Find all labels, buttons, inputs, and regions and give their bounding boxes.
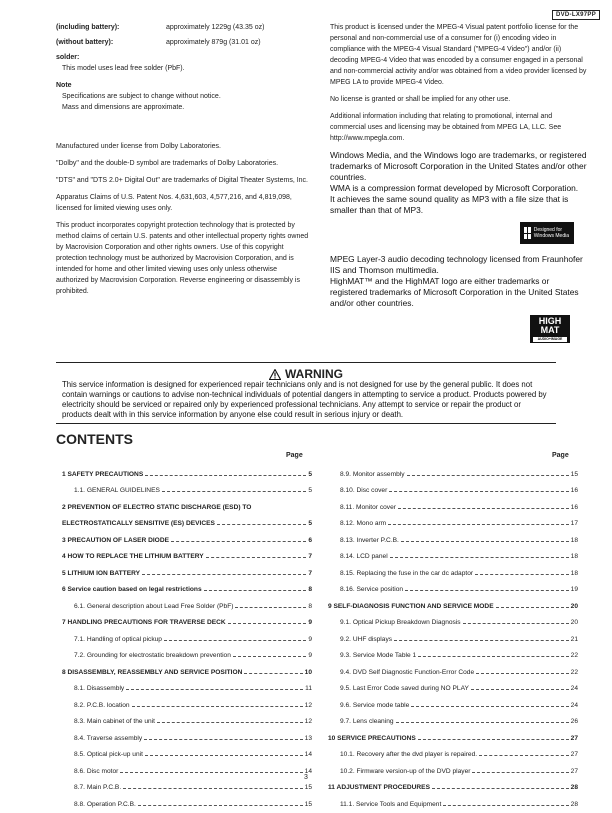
spec-value: approximately 1229g (43.35 oz) bbox=[166, 24, 265, 31]
toc-entry-title: 9.6. Service mode table bbox=[340, 701, 410, 709]
toc-leader bbox=[171, 541, 306, 542]
toc-page-number: 21 bbox=[570, 635, 578, 643]
right-column bbox=[330, 22, 588, 343]
toc-page-number: 20 bbox=[570, 602, 578, 610]
toc-entry[interactable] bbox=[328, 747, 578, 764]
toc-page-number: 7 bbox=[308, 569, 312, 577]
toc-entry[interactable] bbox=[328, 483, 578, 500]
toc-entry[interactable] bbox=[62, 516, 312, 533]
toc-entry[interactable] bbox=[62, 582, 312, 599]
toc-entry-title: 4 HOW TO REPLACE THE LITHIUM BATTERY bbox=[62, 553, 204, 561]
page-column-label: Page bbox=[552, 452, 569, 459]
toc-leader bbox=[390, 557, 569, 558]
wm-paragraph: It achieves the same sound quality as MP3 with a file size that is smaller than that of MP3. bbox=[330, 194, 569, 215]
note-line: Specifications are subject to change without notice. bbox=[62, 93, 221, 100]
toc-entry-title: 8.10. Disc cover bbox=[340, 487, 388, 495]
toc-leader bbox=[432, 788, 569, 789]
toc-leader bbox=[138, 805, 303, 806]
toc-page-number: 14 bbox=[304, 767, 312, 775]
toc-entry-title: 9 SELF-DIAGNOSIS FUNCTION AND SERVICE MODE bbox=[328, 602, 494, 610]
toc-entry[interactable] bbox=[328, 631, 578, 648]
toc-leader bbox=[396, 722, 569, 723]
toc-page-number: 24 bbox=[570, 685, 578, 693]
toc-leader bbox=[496, 607, 569, 608]
warning-bottom-rule bbox=[56, 423, 556, 424]
toc-entry-title: 8 DISASSEMBLY, REASSEMBLY AND SERVICE POSITION bbox=[62, 668, 243, 676]
toc-page-number: 12 bbox=[304, 701, 312, 709]
toc-entry[interactable] bbox=[62, 714, 312, 731]
toc-leader bbox=[235, 607, 306, 608]
note-line: Mass and dimensions are approximate. bbox=[62, 104, 185, 111]
toc-leader bbox=[120, 772, 302, 773]
toc-page-number: 6 bbox=[308, 536, 312, 544]
toc-leader bbox=[164, 640, 306, 641]
toc-leader bbox=[132, 706, 303, 707]
toc-entry-title: 9.4. DVD Self Diagnostic Function-Error Code bbox=[340, 668, 475, 676]
toc-entry[interactable] bbox=[62, 549, 312, 566]
toc-page-number: 16 bbox=[570, 503, 578, 511]
toc-entry[interactable] bbox=[328, 730, 578, 747]
wm-paragraph: Windows Media, and the Windows logo are trademarks, or registered trademarks of Microsoft Corporation in the United States and/or other countries. bbox=[330, 150, 587, 182]
toc-entry-title: 6 Service caution based on legal restrictions bbox=[62, 586, 202, 594]
toc-leader bbox=[204, 590, 307, 591]
toc-page-number: 9 bbox=[308, 652, 312, 660]
toc-entry-title: 8.4. Traverse assembly bbox=[74, 734, 143, 742]
solder-heading: solder: bbox=[56, 54, 80, 61]
toc-page-number: 17 bbox=[570, 520, 578, 528]
toc-entry-title: 9.7. Lens cleaning bbox=[340, 718, 394, 726]
toc-entry-title: 8.16. Service position bbox=[340, 586, 404, 594]
toc-entry-title: 7 HANDLING PRECAUTIONS FOR TRAVERSE DECK bbox=[62, 619, 226, 627]
warning-top-rule bbox=[56, 362, 556, 363]
toc-entry[interactable] bbox=[328, 565, 578, 582]
mpeg4-paragraph: This product is licensed under the MPEG-4 Visual patent portfolio license for the personal and non-commercial use of a consumer for (i) encoding video in compliance with the MPEG-4 Visual Standard ("MPEG-4 Video") and/or (ii) decoding MPEG-4 Video that was encoded by a consumer engaged in a personal and non-commercial activity and/or was obtained from a video provider licensed by MPEG LA to provide MPEG-4 Video. bbox=[330, 24, 587, 86]
toc-entry-title: 8.6. Disc motor bbox=[74, 767, 119, 775]
note-heading: Note bbox=[56, 82, 72, 89]
mp3-notice bbox=[330, 254, 588, 309]
windows-media-notice bbox=[330, 150, 588, 216]
toc-leader bbox=[162, 491, 306, 492]
toc-entry[interactable] bbox=[62, 697, 312, 714]
toc-entry-title: 6.1. General description about Lead Free Solder (PbF) bbox=[74, 602, 234, 610]
warning-text: This service information is designed for experienced repair technicians only and is not designed for use by the general public. It does not contain warnings or cautions to advise non-technical individuals of potential dangers in attempting to service a product. Products powered by electricity should be serviced or repaired only by experienced professional technicians. Any attempt to service or repair the product or products dealt with in this service information by anyone else could result in serious injury or death. bbox=[62, 380, 547, 419]
toc-page-number: 5 bbox=[308, 470, 312, 478]
toc-entry[interactable] bbox=[62, 631, 312, 648]
warning-triangle-icon bbox=[269, 369, 281, 380]
toc-page-number: 12 bbox=[304, 718, 312, 726]
toc-page-number: 27 bbox=[570, 767, 578, 775]
toc-entry[interactable] bbox=[328, 714, 578, 731]
document-code: DVD-LX97PP bbox=[552, 10, 600, 20]
toc-entry[interactable] bbox=[328, 681, 578, 698]
toc-entry[interactable] bbox=[62, 681, 312, 698]
toc-page-number: 22 bbox=[570, 652, 578, 660]
toc-entry[interactable] bbox=[328, 780, 578, 797]
toc-entry[interactable] bbox=[62, 664, 312, 681]
toc-entry[interactable] bbox=[62, 730, 312, 747]
toc-page-number: 18 bbox=[570, 569, 578, 577]
license-paragraph: "Dolby" and the double-D symbol are trademarks of Dolby Laboratories. bbox=[56, 160, 279, 167]
warning-title: WARNING bbox=[285, 367, 343, 381]
toc-page-number: 18 bbox=[570, 553, 578, 561]
toc-page-number: 27 bbox=[570, 734, 578, 742]
toc-leader bbox=[123, 788, 302, 789]
toc-leader bbox=[228, 623, 307, 624]
solder-text: This model uses lead free solder (PbF). bbox=[62, 65, 185, 72]
toc-entry[interactable] bbox=[62, 747, 312, 764]
toc-entry-title: 7.2. Grounding for electrostatic breakdown prevention bbox=[74, 652, 231, 660]
toc-entry-title: 8.1. Disassembly bbox=[74, 685, 125, 693]
highmat-sub: AUDIO+IMAGE bbox=[533, 337, 567, 342]
toc-leader bbox=[142, 574, 306, 575]
toc-left-column bbox=[62, 466, 312, 813]
toc-entry[interactable] bbox=[62, 615, 312, 632]
spec-label: (without battery): bbox=[56, 39, 114, 46]
toc-leader bbox=[443, 805, 568, 806]
toc-entry[interactable] bbox=[328, 664, 578, 681]
toc-entry-title: 1 SAFETY PRECAUTIONS bbox=[62, 470, 144, 478]
toc-leader bbox=[144, 739, 302, 740]
toc-leader bbox=[145, 475, 306, 476]
toc-right-column bbox=[328, 466, 578, 813]
toc-entry[interactable] bbox=[62, 466, 312, 483]
toc-entry-title: 8.3. Main cabinet of the unit bbox=[74, 718, 156, 726]
spec-label: (including battery): bbox=[56, 24, 120, 31]
toc-leader bbox=[394, 640, 569, 641]
toc-page-number: 16 bbox=[570, 487, 578, 495]
toc-entry[interactable] bbox=[328, 796, 578, 813]
toc-entry-title: 8.8. Operation P.C.B. bbox=[74, 800, 136, 808]
toc-entry[interactable] bbox=[62, 499, 312, 516]
toc-entry[interactable] bbox=[62, 532, 312, 549]
mp3-paragraph: MPEG Layer-3 audio decoding technology licensed from Fraunhofer IIS and Thomson multimedia. bbox=[330, 254, 583, 275]
toc-leader bbox=[411, 706, 568, 707]
toc-page-number: 5 bbox=[308, 487, 312, 495]
license-paragraph: "DTS" and "DTS 2.0+ Digital Out" are trademarks of Digital Theater Systems, Inc. bbox=[56, 177, 308, 184]
spec-value: approximately 879g (31.01 oz) bbox=[166, 39, 261, 46]
toc-page-number: 26 bbox=[570, 718, 578, 726]
toc-entry-title: 3 PRECAUTION OF LASER DIODE bbox=[62, 536, 169, 544]
highmat-logo bbox=[530, 315, 570, 343]
warning-heading bbox=[56, 367, 556, 381]
toc-page-number: 20 bbox=[570, 619, 578, 627]
toc-page-number: 28 bbox=[570, 800, 578, 808]
toc-page-number: 13 bbox=[304, 734, 312, 742]
toc-entry[interactable] bbox=[328, 582, 578, 599]
toc-leader bbox=[126, 689, 303, 690]
toc-entry-title: 8.15. Replacing the fuse in the car dc adaptor bbox=[340, 569, 474, 577]
highmat-line2: MAT bbox=[540, 325, 560, 335]
toc-entry-title: 5 LITHIUM ION BATTERY bbox=[62, 569, 141, 577]
toc-entry-title: 10.1. Recovery after the dvd player is repaired. bbox=[340, 751, 478, 759]
toc-entry[interactable] bbox=[328, 615, 578, 632]
toc-entry-title: 9.5. Last Error Code saved during NO PLAY bbox=[340, 685, 469, 693]
toc-leader bbox=[206, 557, 307, 558]
toc-entry[interactable] bbox=[62, 483, 312, 500]
toc-leader bbox=[407, 475, 569, 476]
toc-entry-title: 10.2. Firmware version-up of the DVD player bbox=[340, 767, 471, 775]
toc-entry-title: 8.5. Optical pick-up unit bbox=[74, 751, 143, 759]
toc-entry-title: 10 SERVICE PRECAUTIONS bbox=[328, 734, 416, 742]
toc-entry[interactable] bbox=[62, 565, 312, 582]
left-column bbox=[56, 22, 310, 303]
toc-entry[interactable] bbox=[328, 549, 578, 566]
toc-entry[interactable] bbox=[328, 466, 578, 483]
toc-entry[interactable] bbox=[328, 648, 578, 665]
mpeg4-paragraph: No license is granted or shall be implied for any other use. bbox=[330, 96, 511, 103]
wm-logo-text: Designed for Windows Media bbox=[533, 227, 569, 239]
toc-leader bbox=[476, 673, 569, 674]
toc-entry-title: 8.13. Inverter P.C.B. bbox=[340, 536, 399, 544]
toc-page-number: 24 bbox=[570, 701, 578, 709]
toc-entry-title: 8.9. Monitor assembly bbox=[340, 470, 405, 478]
toc-entry-title: 8.2. P.C.B. location bbox=[74, 701, 130, 709]
contents-title: CONTENTS bbox=[56, 431, 133, 447]
toc-entry-title: 9.2. UHF displays bbox=[340, 635, 393, 643]
license-paragraph: Manufactured under license from Dolby Laboratories. bbox=[56, 143, 221, 150]
toc-page-number: 15 bbox=[304, 800, 312, 808]
mp3-paragraph: HighMAT™ and the HighMAT logo are either trademarks or registered trademarks of Microsoft Corporation in the United States and/or other countries. bbox=[330, 276, 579, 308]
toc-leader bbox=[475, 574, 569, 575]
toc-entry[interactable] bbox=[328, 598, 578, 615]
toc-leader bbox=[471, 689, 569, 690]
toc-leader bbox=[418, 656, 569, 657]
toc-page-number: 10 bbox=[304, 668, 312, 676]
toc-entry-title: 1.1. GENERAL GUIDELINES bbox=[74, 487, 160, 495]
spec-row bbox=[56, 22, 310, 33]
toc-leader bbox=[157, 722, 303, 723]
toc-entry-title: ELECTROSTATICALLY SENSITIVE (ES) DEVICES bbox=[62, 520, 215, 528]
toc-page-number: 14 bbox=[304, 751, 312, 759]
toc-entry[interactable] bbox=[328, 499, 578, 516]
toc-page-number: 28 bbox=[570, 784, 578, 792]
toc-entry[interactable] bbox=[62, 598, 312, 615]
toc-page-number: 9 bbox=[308, 619, 312, 627]
windows-flag-icon bbox=[524, 227, 531, 239]
toc-leader bbox=[145, 755, 303, 756]
mpeg4-paragraph: Additional information including that relating to promotional, internal and commercial uses and licensing may be obtained from MPEG LA, LLC. See http://www.mpegla.com. bbox=[330, 113, 562, 142]
toc-page-number: 15 bbox=[570, 470, 578, 478]
toc-leader bbox=[405, 590, 569, 591]
toc-leader bbox=[472, 772, 568, 773]
toc-page-number: 27 bbox=[570, 751, 578, 759]
toc-page-number: 8 bbox=[308, 602, 312, 610]
license-paragraph: This product incorporates copyright protection technology that is protected by method claims of certain U.S. patents and other intellectual property rights owned by Macrovision Corporation and other rights owners. Use of this copyright protection technology must be authorized by Macrovision Corporation, and is intended for home and other limited viewing uses only unless otherwise authorized by Macrovision Corporation. Reverse engineering or disassembly is prohibited. bbox=[56, 222, 309, 295]
toc-page-number: 11 bbox=[305, 685, 312, 693]
toc-entry[interactable] bbox=[328, 516, 578, 533]
toc-entry-title: 8.7. Main P.C.B. bbox=[74, 784, 122, 792]
toc-entry-title: 2 PREVENTION OF ELECTRO STATIC DISCHARGE (ESD) TO bbox=[62, 503, 252, 511]
page-number: 3 bbox=[304, 774, 308, 781]
toc-page-number: 9 bbox=[308, 635, 312, 643]
toc-leader bbox=[217, 524, 306, 525]
toc-entry-title: 11 ADJUSTMENT PROCEDURES bbox=[328, 784, 430, 792]
toc-entry-title: 8.12. Mono arm bbox=[340, 520, 387, 528]
toc-leader bbox=[389, 491, 568, 492]
toc-page-number: 22 bbox=[570, 668, 578, 676]
toc-leader bbox=[244, 673, 302, 674]
page-column-label: Page bbox=[286, 452, 303, 459]
license-paragraph: Apparatus Claims of U.S. Patent Nos. 4,631,603, 4,577,216, and 4,819,098, licensed for limited viewing uses only. bbox=[56, 194, 292, 212]
toc-leader bbox=[463, 623, 569, 624]
windows-media-logo bbox=[520, 222, 574, 244]
toc-leader bbox=[388, 524, 568, 525]
toc-entry-title: 9.3. Service Mode Table 1 bbox=[340, 652, 417, 660]
wm-paragraph: WMA is a compression format developed by Microsoft Corporation. bbox=[330, 183, 579, 193]
toc-page-number: 18 bbox=[570, 536, 578, 544]
toc-leader bbox=[479, 755, 569, 756]
toc-leader bbox=[233, 656, 306, 657]
toc-entry[interactable] bbox=[328, 532, 578, 549]
toc-entry-title: 11.1. Service Tools and Equipment bbox=[340, 800, 442, 808]
toc-leader bbox=[401, 541, 569, 542]
toc-page-number: 8 bbox=[308, 586, 312, 594]
toc-entry-title: 8.11. Monitor cover bbox=[340, 503, 396, 511]
spec-row bbox=[56, 37, 310, 48]
toc-entry[interactable] bbox=[328, 697, 578, 714]
toc-page-number: 19 bbox=[570, 586, 578, 594]
toc-leader bbox=[418, 739, 569, 740]
toc-entry-title: 8.14. LCD panel bbox=[340, 553, 388, 561]
highmat-line1: HIGH bbox=[538, 316, 562, 326]
toc-page-number: 7 bbox=[308, 553, 312, 561]
toc-entry-title: 7.1. Handling of optical pickup bbox=[74, 635, 162, 643]
toc-leader bbox=[398, 508, 569, 509]
toc-entry-title: 9.1. Optical Pickup Breakdown Diagnosis bbox=[340, 619, 461, 627]
toc-entry[interactable] bbox=[62, 796, 312, 813]
toc-entry[interactable] bbox=[62, 648, 312, 665]
toc-page-number: 5 bbox=[308, 520, 312, 528]
toc-page-number: 15 bbox=[304, 784, 312, 792]
toc-entry[interactable] bbox=[62, 780, 312, 797]
